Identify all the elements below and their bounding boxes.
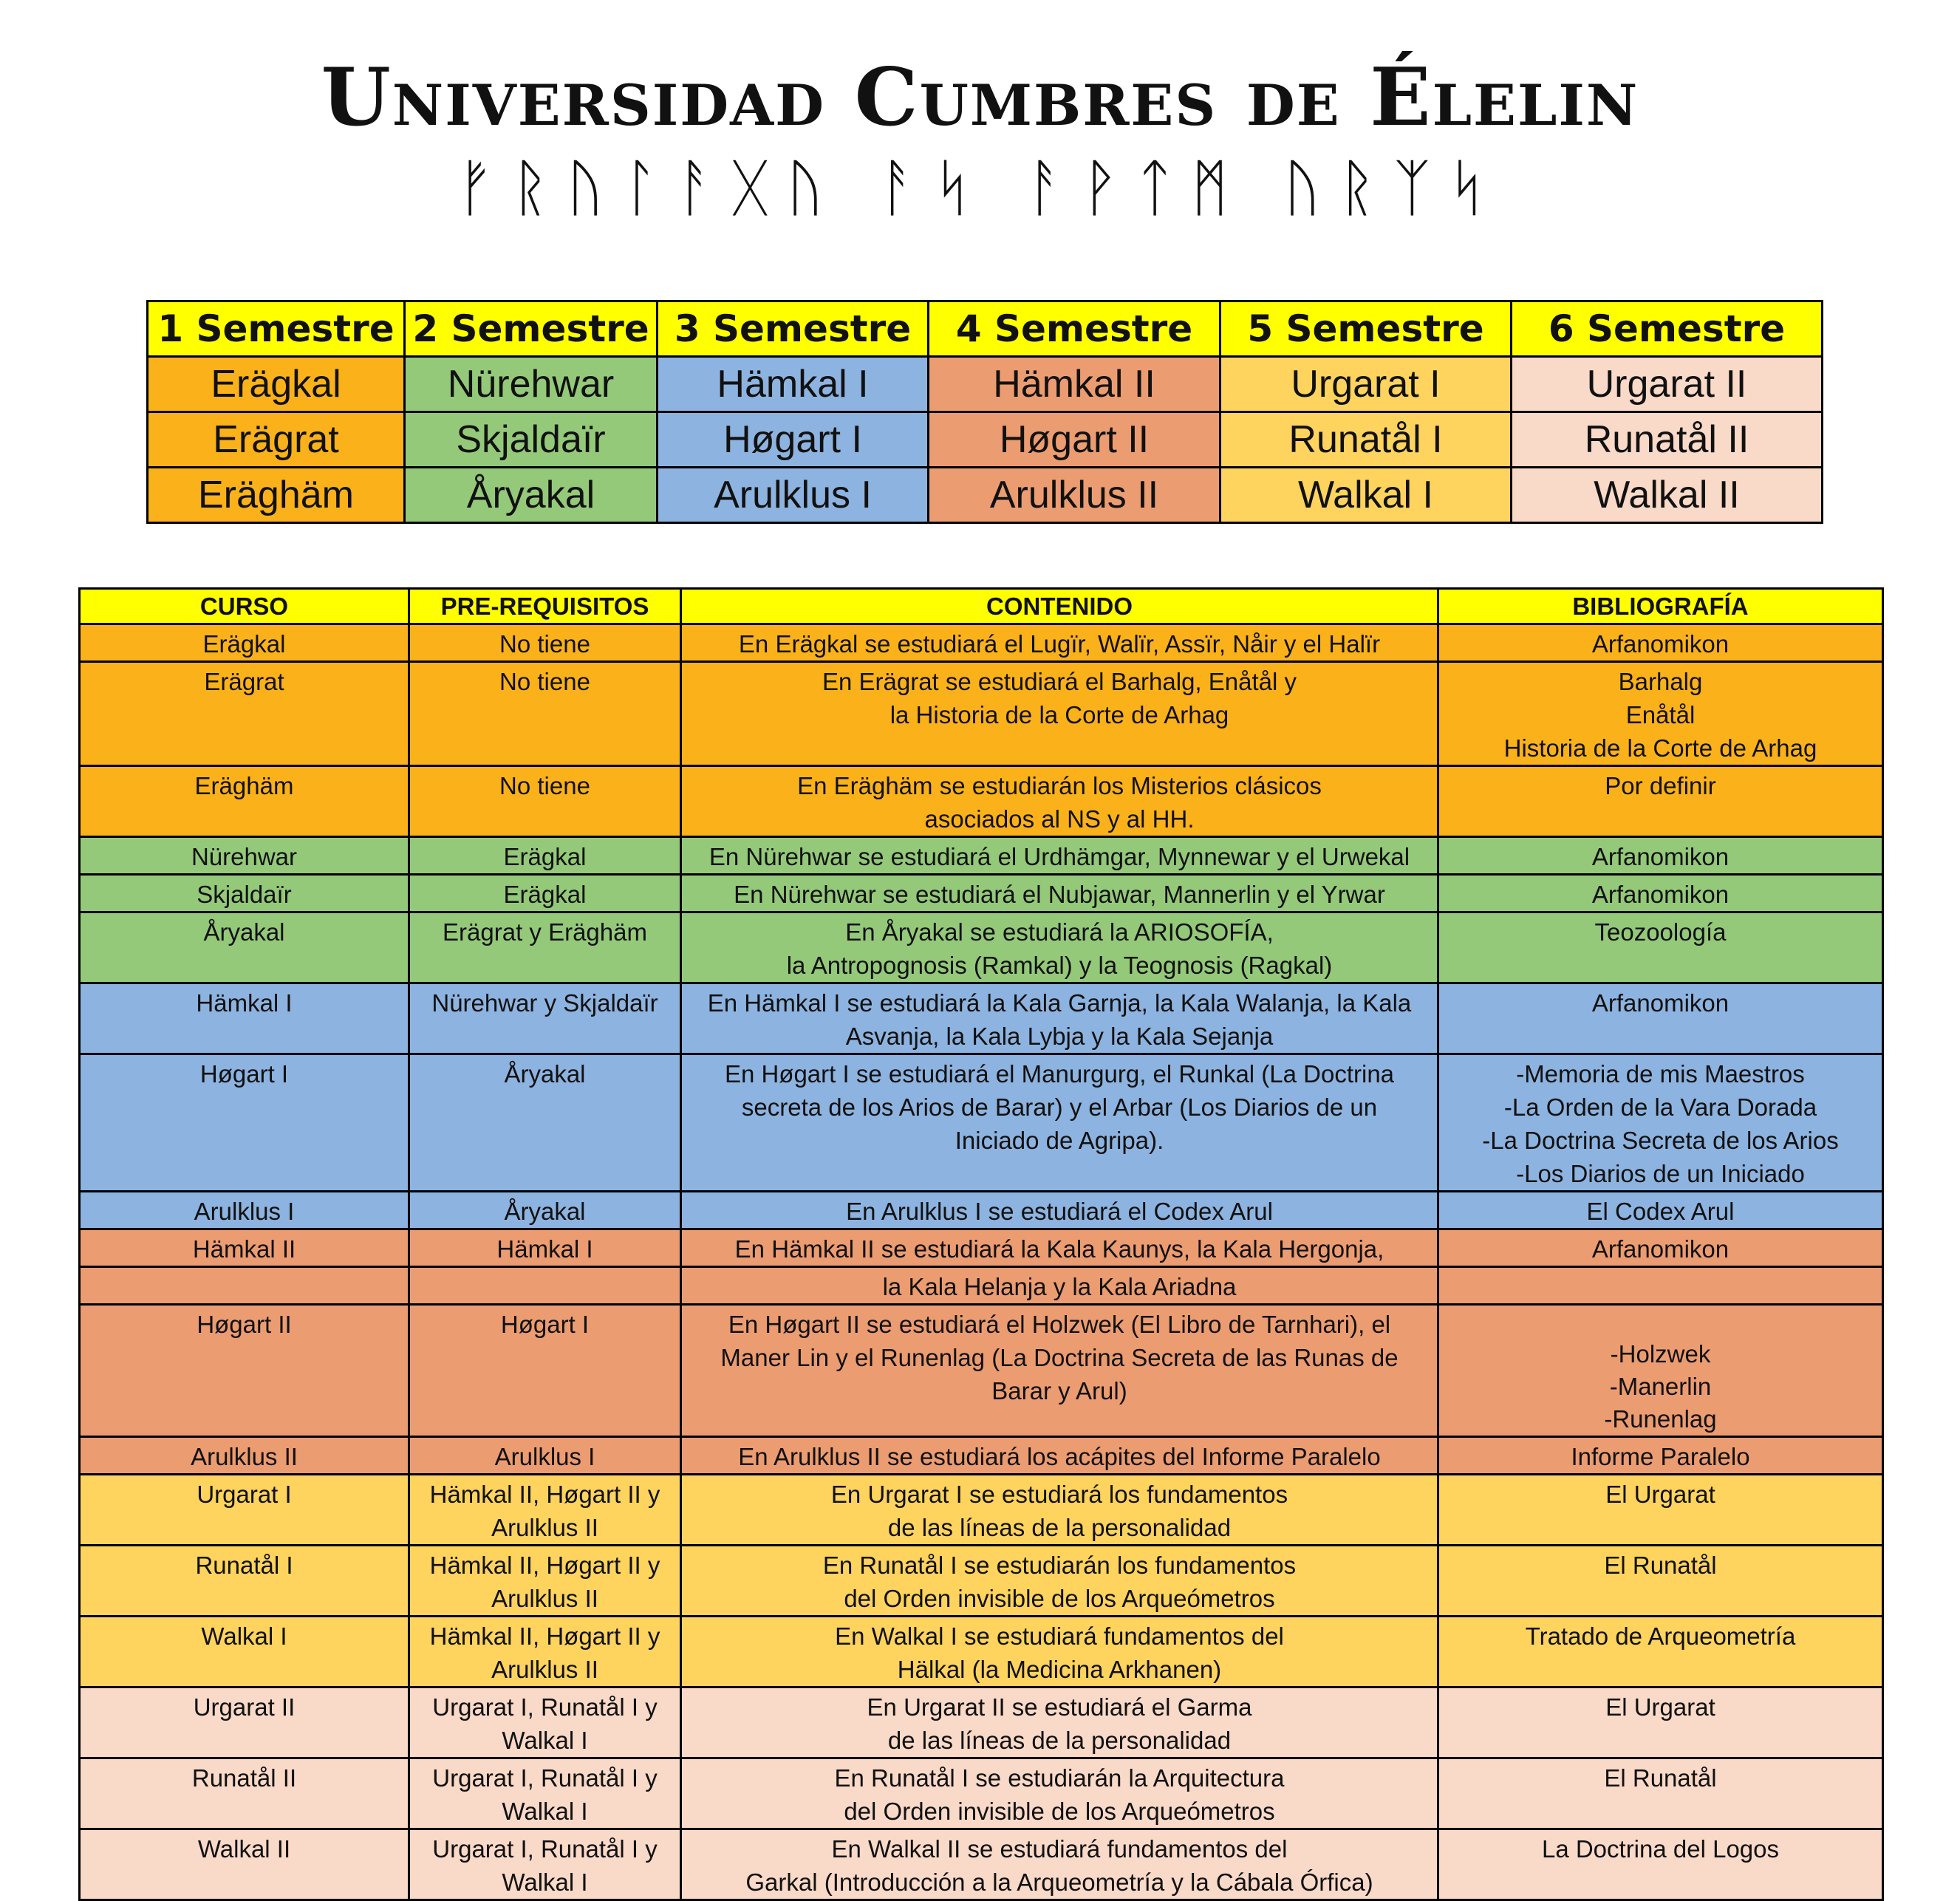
- content-cell: En Urgarat I se estudiará los fundamentos de las líneas de la personalidad: [681, 1475, 1438, 1546]
- table-row: [80, 1829, 1883, 1900]
- semester-cell: Urgarat II: [1512, 357, 1823, 412]
- table-row: [80, 1267, 1883, 1305]
- table-row: [80, 1437, 1883, 1475]
- table-row: [80, 1758, 1883, 1829]
- prereq-cell: Erägkal: [409, 837, 681, 875]
- biblio-cell: El Urgarat: [1438, 1687, 1883, 1758]
- semester-cell: Høgart II: [929, 412, 1220, 468]
- column-header-bibliografia: BIBLIOGRAFÍA: [1438, 589, 1883, 624]
- prereq-cell: No tiene: [409, 766, 681, 837]
- semester-header: 2 Semestre: [405, 301, 658, 357]
- course-cell: Åryakal: [80, 912, 409, 983]
- column-header-contenido: CONTENIDO: [681, 589, 1438, 624]
- biblio-cell: -Memoria de mis Maestros -La Orden de la Vara Dorada -La Doctrina Secreta de los Arios -Los Diarios de un Iniciado: [1438, 1054, 1883, 1192]
- table-row: [80, 1617, 1883, 1687]
- semester-header: 1 Semestre: [148, 301, 405, 357]
- prereq-cell: Nürehwar y Skjaldaïr: [409, 983, 681, 1054]
- course-cell: Nürehwar: [80, 837, 409, 875]
- course-cell: Hämkal I: [80, 983, 409, 1054]
- biblio-cell: El Runatål: [1438, 1546, 1883, 1617]
- biblio-cell: Arfanomikon: [1438, 983, 1883, 1054]
- content-cell: En Walkal I se estudiará fundamentos del Hälkal (la Medicina Arkhanen): [681, 1617, 1438, 1687]
- course-cell: Erägrat: [80, 662, 409, 766]
- content-cell: En Hämkal I se estudiará la Kala Garnja, la Kala Walanja, la Kala Asvanja, la Kala Lybja y la Kala Sejanja: [681, 983, 1438, 1054]
- courses-table: [78, 587, 1884, 1901]
- prereq-cell: Erägrat y Eräghäm: [409, 912, 681, 983]
- content-cell: En Åryakal se estudiará la ARIOSOFÍA, la Antropognosis (Ramkal) y la Teognosis (Ragkal): [681, 912, 1438, 983]
- biblio-cell: Por definir: [1438, 766, 1883, 837]
- course-cell: Arulklus I: [80, 1192, 409, 1229]
- prereq-cell: Hämkal II, Høgart II y Arulklus II: [409, 1546, 681, 1617]
- course-cell: Walkal II: [80, 1829, 409, 1900]
- prereq-cell: Arulklus I: [409, 1437, 681, 1475]
- column-header-curso: CURSO: [80, 589, 409, 624]
- semester-cell: Walkal II: [1512, 468, 1823, 523]
- content-cell: En Nürehwar se estudiará el Nubjawar, Mannerlin y el Yrwar: [681, 875, 1438, 912]
- semester-row: [148, 412, 1823, 468]
- semester-cell: Åryakal: [405, 468, 658, 523]
- table-row: [80, 1475, 1883, 1546]
- content-cell: En Hämkal II se estudiará la Kala Kaunys, la Kala Hergonja,: [681, 1229, 1438, 1267]
- table-row: [80, 1305, 1883, 1437]
- table-row: [80, 1687, 1883, 1758]
- semester-cell: Erägkal: [148, 357, 405, 412]
- content-cell: En Runatål I se estudiarán la Arquitectura del Orden invisible de los Arqueómetros: [681, 1758, 1438, 1829]
- prereq-cell: [409, 1267, 681, 1305]
- page-title: Universidad Cumbres de Élelin: [321, 51, 1639, 144]
- course-cell: Arulklus II: [80, 1437, 409, 1475]
- prereq-cell: No tiene: [409, 662, 681, 766]
- prereq-cell: Urgarat I, Runatål I y Walkal I: [409, 1829, 681, 1900]
- content-cell: En Erägkal se estudiará el Lugïr, Walïr, Assïr, Nåir y el Halïr: [681, 624, 1438, 662]
- biblio-cell: Barhalg Enåtål Historia de la Corte de Arhag: [1438, 662, 1883, 766]
- content-cell: En Urgarat II se estudiará el Garma de las líneas de la personalidad: [681, 1687, 1438, 1758]
- semester-cell: Hämkal I: [658, 357, 929, 412]
- semester-header-row: [148, 301, 1823, 357]
- semester-cell: Urgarat I: [1220, 357, 1512, 412]
- table-row: [80, 875, 1883, 912]
- biblio-cell: Tratado de Arqueometría: [1438, 1617, 1883, 1687]
- content-cell: En Runatål I se estudiarán los fundamentos del Orden invisible de los Arqueómetros: [681, 1546, 1438, 1617]
- content-cell: En Høgart II se estudiará el Holzwek (El Libro de Tarnhari), el Maner Lin y el Runenlag (La Doctrina Secreta de las Runas de Barar y Arul): [681, 1305, 1438, 1437]
- semester-cell: Arulklus I: [658, 468, 929, 523]
- semester-row: [148, 357, 1823, 412]
- semester-header: 6 Semestre: [1512, 301, 1823, 357]
- prereq-cell: Urgarat I, Runatål I y Walkal I: [409, 1687, 681, 1758]
- semester-header: 3 Semestre: [658, 301, 929, 357]
- content-cell: En Eräghäm se estudiarán los Misterios clásicos asociados al NS y al HH.: [681, 766, 1438, 837]
- courses-header-row: [80, 589, 1883, 624]
- semester-table: [146, 300, 1823, 524]
- semester-header: 5 Semestre: [1220, 301, 1512, 357]
- course-cell: Skjaldaïr: [80, 875, 409, 912]
- biblio-cell: Arfanomikon: [1438, 1229, 1883, 1267]
- content-cell: En Høgart I se estudiará el Manurgurg, el Runkal (La Doctrina secreta de los Arios de Barar) y el Arbar (Los Diarios de un Iniciado de Agripa).: [681, 1054, 1438, 1192]
- content-cell: En Erägrat se estudiará el Barhalg, Enåtål y la Historia de la Corte de Arhag: [681, 662, 1438, 766]
- biblio-cell: [1438, 1267, 1883, 1305]
- content-cell: En Nürehwar se estudiará el Urdhämgar, Mynnewar y el Urwekal: [681, 837, 1438, 875]
- prereq-cell: Åryakal: [409, 1192, 681, 1229]
- course-cell: Høgart II: [80, 1305, 409, 1437]
- biblio-cell: El Runatål: [1438, 1758, 1883, 1829]
- table-row: [80, 624, 1883, 662]
- table-row: [80, 1054, 1883, 1192]
- course-cell: Walkal I: [80, 1617, 409, 1687]
- semester-cell: Skjaldaïr: [405, 412, 658, 468]
- prereq-cell: Hämkal II, Høgart II y Arulklus II: [409, 1617, 681, 1687]
- semester-header: 4 Semestre: [929, 301, 1220, 357]
- biblio-cell: El Codex Arul: [1438, 1192, 1883, 1229]
- biblio-cell: El Urgarat: [1438, 1475, 1883, 1546]
- biblio-cell: Arfanomikon: [1438, 837, 1883, 875]
- semester-cell: Hämkal II: [929, 357, 1220, 412]
- course-cell: Urgarat I: [80, 1475, 409, 1546]
- prereq-cell: Urgarat I, Runatål I y Walkal I: [409, 1758, 681, 1829]
- prereq-cell: Hämkal I: [409, 1229, 681, 1267]
- course-cell: Urgarat II: [80, 1687, 409, 1758]
- table-row: [80, 1546, 1883, 1617]
- prereq-cell: Erägkal: [409, 875, 681, 912]
- table-row: [80, 1229, 1883, 1267]
- biblio-cell: Teozoología: [1438, 912, 1883, 983]
- course-cell: Eräghäm: [80, 766, 409, 837]
- semester-cell: Runatål II: [1512, 412, 1823, 468]
- table-row: [80, 662, 1883, 766]
- biblio-cell: Arfanomikon: [1438, 624, 1883, 662]
- biblio-cell: La Doctrina del Logos: [1438, 1829, 1883, 1900]
- prereq-cell: Hämkal II, Høgart II y Arulklus II: [409, 1475, 681, 1546]
- course-cell: [80, 1267, 409, 1305]
- semester-cell: Arulklus II: [929, 468, 1220, 523]
- biblio-cell: Arfanomikon: [1438, 875, 1883, 912]
- biblio-cell: -Holzwek -Manerlin -Runenlag: [1438, 1305, 1883, 1437]
- prereq-cell: Høgart I: [409, 1305, 681, 1437]
- course-cell: Runatål II: [80, 1758, 409, 1829]
- column-header-prerequisitos: PRE-REQUISITOS: [409, 589, 681, 624]
- semester-cell: Nürehwar: [405, 357, 658, 412]
- content-cell: la Kala Helanja y la Kala Ariadna: [681, 1267, 1438, 1305]
- semester-cell: Walkal I: [1220, 468, 1512, 523]
- content-cell: En Walkal II se estudiará fundamentos del Garkal (Introducción a la Arqueometría y la Cábala Órfica): [681, 1829, 1438, 1900]
- prereq-cell: Åryakal: [409, 1054, 681, 1192]
- table-row: [80, 983, 1883, 1054]
- table-row: [80, 1192, 1883, 1229]
- course-cell: Erägkal: [80, 624, 409, 662]
- table-row: [80, 837, 1883, 875]
- prereq-cell: No tiene: [409, 624, 681, 662]
- course-cell: Runatål I: [80, 1546, 409, 1617]
- content-cell: En Arulklus II se estudiará los acápites del Informe Paralelo: [681, 1437, 1438, 1475]
- course-cell: Hämkal II: [80, 1229, 409, 1267]
- semester-cell: Erägrat: [148, 412, 405, 468]
- semester-cell: Eräghäm: [148, 468, 405, 523]
- semester-row: [148, 468, 1823, 523]
- course-cell: Høgart I: [80, 1054, 409, 1192]
- content-cell: En Arulklus I se estudiará el Codex Arul: [681, 1192, 1438, 1229]
- table-row: [80, 912, 1883, 983]
- runic-subtitle: ᚠᚱᚢᛚᚨᚷᚢ ᚨᛋ ᚨᚹᛏᛗ ᚢᚱᛉᛋ: [457, 151, 1503, 224]
- semester-cell: Runatål I: [1220, 412, 1512, 468]
- semester-cell: Høgart I: [658, 412, 929, 468]
- table-row: [80, 766, 1883, 837]
- biblio-cell: Informe Paralelo: [1438, 1437, 1883, 1475]
